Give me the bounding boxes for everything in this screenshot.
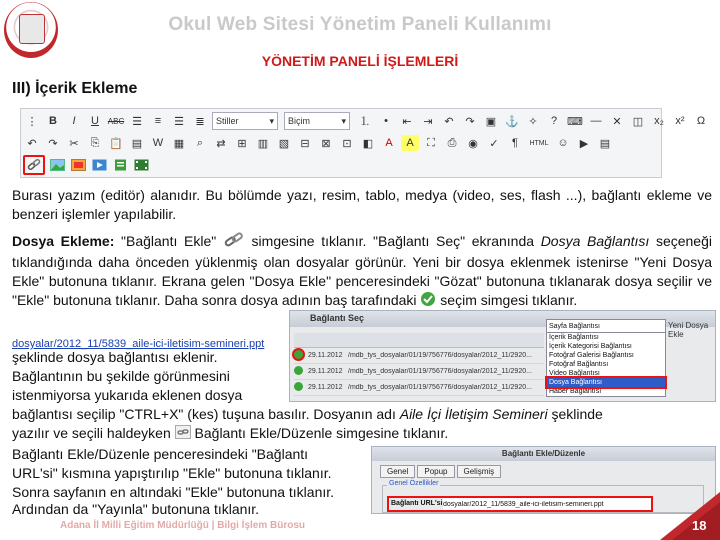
redo-icon[interactable]: ↷	[465, 115, 475, 128]
row-props-icon[interactable]: ▥	[257, 137, 269, 150]
link-url-label: Bağlantı URL'si	[389, 498, 443, 510]
fullscreen-icon[interactable]: ⛶	[427, 136, 435, 149]
file-attach-lead: Dosya Ekleme:	[12, 233, 115, 250]
cell-props-icon[interactable]: ▧	[278, 137, 290, 150]
text-segment: "Bağlantı Ekle"	[114, 233, 217, 250]
dialog-title: Bağlantı Ekle/Düzenle	[372, 447, 715, 461]
subscript-icon[interactable]: x₂	[654, 115, 664, 127]
undo-icon[interactable]: ↶	[444, 115, 454, 128]
redo-2-icon[interactable]: ↷	[48, 137, 58, 150]
styles-select-value: Stiller	[216, 116, 239, 126]
option-item[interactable]: İçerik Kategorisi Bağlantısı	[549, 343, 632, 350]
file-link-text[interactable]: dosyalar/2012_11/5839_aile-ici-iletisim-semineri.ppt	[12, 338, 265, 350]
bullet-list-icon[interactable]: •	[384, 115, 388, 127]
paragraph4-line2: URL'si" kısmına yapıştırılıp "Ekle" butonuna tıklanır.	[12, 465, 332, 481]
cut-icon[interactable]: ✂	[69, 137, 79, 150]
toolbar-row-3	[23, 155, 153, 175]
link-type-select[interactable]	[546, 319, 666, 333]
seminar-name: Aile İçi İletişim Semineri	[399, 406, 548, 422]
split-icon[interactable]: ◧	[362, 137, 374, 150]
bold-button[interactable]: B	[49, 115, 57, 127]
paragraph4-line3: Sonra sayfanın en altındaki "Ekle" butonuna tıklanır.	[12, 484, 335, 500]
row-path: /mdb_tys_dosyalar/01/19/756776/dosyalar/2012_11/2920...	[348, 352, 532, 359]
table-row[interactable]	[294, 380, 544, 396]
file-attach-instructions	[12, 232, 712, 312]
row-date: 29.11.2012	[308, 352, 343, 359]
editor-toolbar	[20, 108, 706, 178]
row-path: /mdb_tys_dosyalar/01/19/756776/dosyalar/2012_11/2920...	[348, 368, 532, 375]
copy-icon[interactable]: ⎘	[90, 136, 100, 149]
row-path: /mdb_tys_dosyalar/01/19/756776/dosyalar/2012_11/2920...	[348, 384, 532, 391]
align-center-icon[interactable]: ≡	[154, 115, 162, 127]
chevron-down-icon: ▾	[269, 115, 274, 126]
table-row[interactable]	[294, 364, 544, 380]
row-date: 29.11.2012	[308, 384, 343, 391]
paragraph3-line5	[12, 424, 448, 444]
table-row[interactable]	[294, 348, 544, 364]
option-item[interactable]: Haber Bağlantısı	[549, 388, 602, 395]
html-source-button[interactable]: HTML	[529, 139, 549, 147]
paragraph4-line1: Bağlantı Ekle/Düzenle penceresindeki "Bağlantı	[12, 446, 309, 462]
code-icon[interactable]: ⌨	[567, 115, 583, 128]
editor-description: Burası yazım (editör) alanıdır. Bu bölümde yazı, resim, tablo, medya (video, ses, flash ...), bağlantı ekleme ve benzeri işlemler yapılabilir.	[12, 187, 712, 222]
option-item[interactable]: Fotoğraf Bağlantısı	[549, 361, 609, 368]
bg-color-icon[interactable]: A	[401, 135, 419, 151]
format-select-value: Biçim	[288, 116, 310, 126]
link-icon[interactable]	[23, 155, 45, 175]
insert-image-icon[interactable]	[48, 157, 66, 173]
select-check-icon[interactable]	[294, 382, 303, 391]
superscript-icon[interactable]: x²	[675, 115, 685, 127]
table-icon[interactable]: ⊞	[237, 137, 247, 150]
link-type-options	[546, 332, 666, 397]
delete-row-icon[interactable]: ⊠	[321, 137, 331, 150]
paragraph3-line4	[12, 405, 712, 424]
toolbar-row-2	[23, 133, 617, 153]
footer-text: Adana İl Milli Eğitim Müdürlüğü | Bilgi İşlem Bürosu	[60, 520, 306, 531]
styles-select[interactable]	[212, 112, 278, 130]
cleanup-icon[interactable]: ✧	[528, 115, 538, 128]
link-edit-icon	[175, 425, 191, 444]
text-segment: yazılır ve seçili haldeyken	[12, 425, 171, 441]
tab-general[interactable]: Genel	[380, 465, 415, 478]
select-check-icon[interactable]	[294, 366, 303, 375]
hr-icon[interactable]: —	[590, 115, 602, 127]
tab-advanced[interactable]: Gelişmiş	[457, 465, 502, 478]
insert-gallery-icon[interactable]	[69, 157, 87, 173]
paste-word-icon[interactable]: W	[152, 137, 164, 149]
paragraph3-line2: Bağlantının bu şekilde görünmesini	[12, 368, 230, 384]
text-segment: seçim simgesi tıklanır.	[436, 292, 578, 309]
dialog-title: Bağlantı Seç	[310, 313, 365, 323]
merge-icon[interactable]: ⊡	[342, 137, 352, 150]
section-heading: III) İçerik Ekleme	[12, 80, 138, 97]
template-icon[interactable]: ▤	[599, 137, 611, 150]
corner-decoration	[660, 492, 720, 540]
media-icon[interactable]: ▶	[579, 137, 589, 150]
chevron-down-icon: ▾	[341, 115, 346, 126]
numbered-list-icon[interactable]: ⒈	[359, 116, 371, 128]
visual-aid-icon[interactable]: ◫	[632, 115, 644, 128]
outdent-icon[interactable]: ⇤	[402, 115, 412, 128]
align-justify-icon[interactable]: ≣	[195, 115, 205, 128]
print-icon[interactable]: ⎙	[447, 136, 457, 149]
option-item[interactable]: İçerik Bağlantısı	[549, 334, 599, 341]
italic-button[interactable]: I	[72, 115, 76, 127]
group-legend: Genel Özellikler	[389, 480, 439, 487]
select-all-icon[interactable]: ▦	[173, 137, 185, 150]
general-properties-group	[382, 480, 704, 513]
insert-video-icon[interactable]	[90, 157, 108, 173]
select-check-icon[interactable]	[294, 350, 303, 359]
insert-row-icon[interactable]: ⊟	[300, 137, 310, 150]
undo-2-icon[interactable]: ↶	[27, 137, 37, 150]
ltr-icon[interactable]: ¶	[512, 137, 518, 149]
help-icon[interactable]: ?	[550, 115, 558, 127]
find-icon[interactable]: ⌕	[196, 136, 204, 149]
paragraph3-line1: şeklinde dosya bağlantısı eklenir.	[12, 349, 218, 365]
text-segment: simgesine tıklanır. "Bağlantı Seç" ekranında	[244, 233, 541, 250]
option-item-file-link[interactable]: Dosya Bağlantısı	[547, 378, 665, 387]
link-url-value[interactable]: dosyalar/2012_11/5839_aile-ici-iletisim-semineri.ppt	[443, 500, 604, 508]
underline-button[interactable]: U	[91, 115, 99, 127]
spellcheck-icon[interactable]: ✓	[489, 137, 499, 150]
align-left-icon[interactable]: ☰	[132, 115, 142, 128]
charmap-icon[interactable]: Ω	[696, 115, 706, 127]
insert-file-icon[interactable]	[111, 157, 129, 173]
text-segment: seçeneği tıklandığında daha önceden yüklenmiş olan dosyalar görünür. Yeni bir dosya eklenmek istenirse "Yeni Dosya Ekle" butonuna tıklanır. Ekrana gelen "Dosya Ekle" penceresindeki "Gözat" butonuna tıklanarak dosya seçilir ve "Ekle" butonuna tıklanır. Daha sonra dosya adının baş tarafındaki	[12, 233, 712, 309]
file-table	[294, 333, 544, 396]
paragraph4-line4: Ardından da "Yayınla" butonuna tıklanır.	[12, 501, 260, 517]
replace-icon[interactable]: ⇄	[216, 137, 226, 150]
paste-text-icon[interactable]: ▤	[131, 137, 143, 150]
toolbar-row-1	[23, 111, 713, 131]
paste-icon[interactable]: 📋	[109, 137, 123, 150]
file-link-option-name: Dosya Bağlantısı	[540, 233, 650, 250]
preview-icon[interactable]: ◉	[468, 137, 478, 150]
anchor-icon[interactable]: ⚓	[505, 115, 519, 128]
new-file-button[interactable]: Yeni Dosya Ekle	[668, 321, 709, 339]
align-right-icon[interactable]: ☰	[174, 115, 184, 128]
format-select[interactable]	[284, 112, 350, 130]
link-icon	[223, 232, 245, 253]
page-subtitle: YÖNETİM PANELİ İŞLEMLERİ	[261, 53, 459, 69]
option-item[interactable]: Video Bağlantısı	[549, 370, 600, 377]
page-title: Okul Web Sitesi Yönetim Paneli Kullanımı	[168, 14, 552, 35]
image-icon[interactable]: ▣	[485, 115, 497, 128]
table-header	[294, 333, 544, 348]
green-check-icon	[420, 291, 436, 312]
link-select-dialog	[289, 310, 716, 402]
paragraph3-line3: istenmiyorsa yukarıda eklenen dosya	[12, 387, 243, 403]
row-date: 29.11.2012	[308, 368, 343, 375]
link-url-field[interactable]	[387, 496, 653, 512]
page-number: 18	[692, 518, 707, 533]
separator-icon: ⋮	[26, 115, 38, 128]
font-color-icon[interactable]: A	[385, 137, 393, 149]
text-segment: şeklinde	[547, 406, 603, 422]
remove-format-icon[interactable]: ✕	[612, 115, 622, 128]
text-segment: bağlantısı seçilip "CTRL+X" (kes) tuşuna basılır. Dosyanın adı	[12, 406, 400, 422]
insert-film-icon[interactable]	[132, 157, 150, 173]
link-type-value: Sayfa Bağlantısı	[549, 322, 600, 330]
emoticon-icon[interactable]: ☺	[557, 137, 569, 149]
option-item[interactable]: Fotoğraf Galerisi Bağlantısı	[549, 352, 634, 359]
tab-popup[interactable]: Popup	[417, 465, 454, 478]
indent-icon[interactable]: ⇥	[423, 115, 433, 128]
strikethrough-button[interactable]: ABC	[107, 116, 125, 126]
text-segment: Bağlantı Ekle/Düzenle simgesine tıklanır.	[190, 425, 449, 441]
dialog-tabs	[380, 465, 503, 478]
